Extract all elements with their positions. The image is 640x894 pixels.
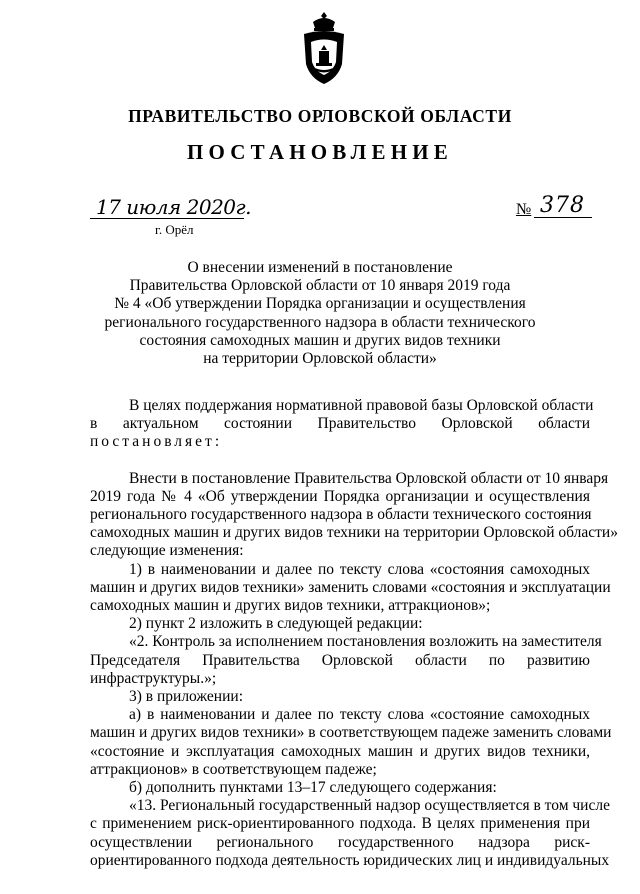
body-line: самоходных машин и других видов техники на территории Орловской области» <box>90 524 618 542</box>
organization-name: ПРАВИТЕЛЬСТВО ОРЛОВСКОЙ ОБЛАСТИ <box>128 106 512 126</box>
body-line: самоходных машин и других видов техники, аттракционов»; <box>90 597 491 615</box>
body-line: постановляет: <box>90 433 223 451</box>
city-label: г. Орёл <box>155 222 194 237</box>
body-line: машин и других видов техники» заменить словами «состояния и эксплуатации <box>90 578 611 596</box>
body-line: следующие изменения: <box>90 542 244 560</box>
body-line: 3) в приложении: <box>129 688 243 706</box>
body-line: ориентированного подхода деятельность юридических лиц и индивидуальных <box>90 851 610 869</box>
number-sign: № <box>516 201 532 218</box>
handwritten-number: 378 <box>540 193 585 218</box>
date-underline <box>90 218 244 219</box>
document-subject <box>100 259 540 368</box>
subject-line: О внесении изменений в постановление <box>187 259 453 276</box>
body-line: В целях поддержания нормативной правовой базы Орловской области <box>129 397 594 414</box>
subject-line: на территории Орловской области» <box>203 350 437 368</box>
body-line: в актуальном состоянии Правительство Орловской области <box>90 415 590 433</box>
subject-line: № 4 «Об утверждении Порядка организации и осуществления <box>114 295 526 313</box>
document-body <box>90 397 618 870</box>
body-line: «2. Контроль за исполнением постановления возложить на заместителя <box>129 633 602 651</box>
body-line: б) дополнить пунктами 13–17 следующего содержания: <box>129 779 497 797</box>
subject-line: Правительства Орловской области от 10 января 2019 года <box>129 277 511 295</box>
coat-of-arms-emblem <box>300 12 348 86</box>
body-line: аттракционов» в соответствующем падеже; <box>90 760 377 778</box>
body-line: регионального государственного надзора в области технического состояния <box>90 506 592 524</box>
body-line: Председателя Правительства Орловской области по развитию <box>90 651 590 669</box>
body-line: 2) пункт 2 изложить в следующей редакции: <box>129 615 423 633</box>
handwritten-date: 17 июля 2020г. <box>96 195 251 219</box>
document-type: ПОСТАНОВЛЕНИЕ <box>186 140 454 164</box>
body-line: «состояние и эксплуатация самоходных машин и других видов техники, <box>90 742 590 760</box>
subject-line: состояния самоходных машин и других видов техники <box>139 331 501 349</box>
subject-line: регионального государственного надзора в области технического <box>104 313 536 331</box>
body-line: 2019 года № 4 «Об утверждении Порядка организации и осуществления <box>90 487 590 505</box>
body-line: 1) в наименовании и далее по тексту слова «состояния самоходных <box>129 560 590 578</box>
body-line: Внести в постановление Правительства Орловской области от 10 января <box>129 469 609 487</box>
body-line: с применением риск-ориентированного подхода. В целях применения при <box>90 815 590 833</box>
body-line: «13. Региональный государственный надзор осуществляется в том числе <box>129 797 610 815</box>
body-line: инфраструктуры.»; <box>90 669 217 687</box>
body-line: машин и других видов техники» в соответствующем падеже заменить словами <box>90 724 612 742</box>
body-line: осуществлении регионального государственного надзора риск- <box>90 833 590 851</box>
body-line: а) в наименовании и далее по тексту слова «состояние самоходных <box>129 706 590 724</box>
number-underline <box>534 217 592 218</box>
